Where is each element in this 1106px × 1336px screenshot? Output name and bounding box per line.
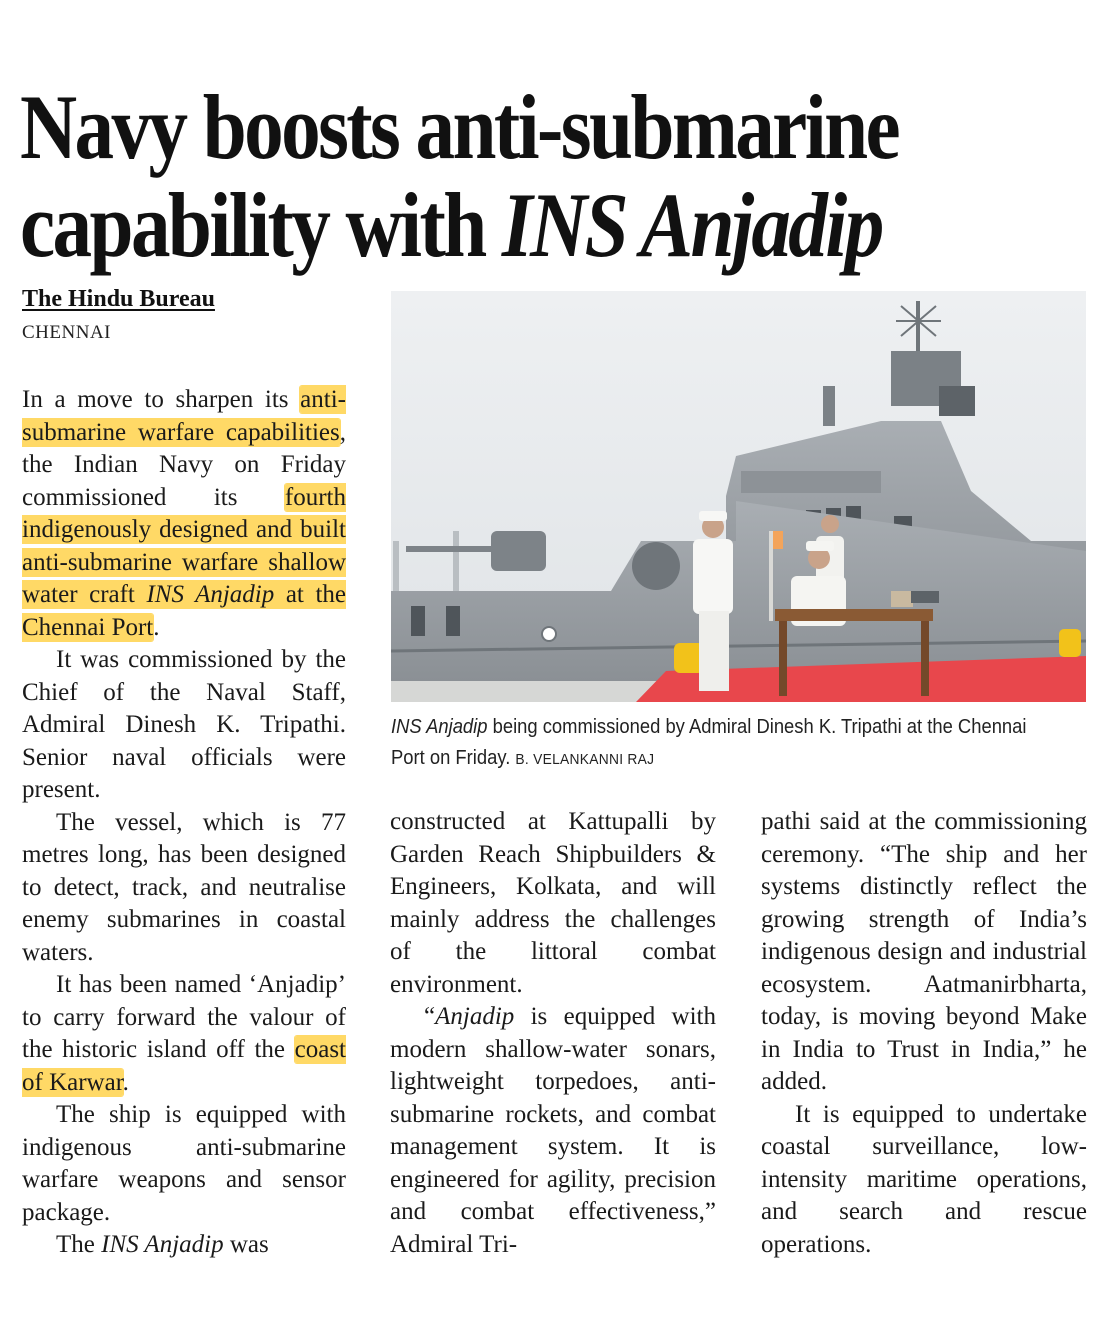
paragraph bbox=[22, 969, 346, 1099]
dateline: CHENNAI bbox=[22, 322, 111, 343]
text: fourth indigenously designed and built anti-submarine warfare shallow water craft bbox=[22, 483, 346, 608]
ship-name: INS Anjadip bbox=[146, 581, 275, 608]
paragraph bbox=[22, 1229, 346, 1262]
byline[interactable]: The Hindu Bureau bbox=[22, 286, 215, 312]
text: . bbox=[153, 613, 160, 641]
headline-line-2 bbox=[20, 173, 949, 276]
headline bbox=[20, 75, 949, 276]
ship-name: Anjadip bbox=[435, 1003, 515, 1030]
caption-text: being commissioned by Admiral Dinesh K. Tripathi at the Chennai Port on Friday. bbox=[391, 716, 1027, 769]
text: is equipped with modern shallow-water sonars, lightweight torpedoes, anti-submarine rockets, and combat management system. It is engineered for agility, precision and combat effectiveness,” Admiral Tri- bbox=[390, 1003, 716, 1258]
paragraph: The ship is equipped with indigenous anti-submarine warfare weapons and sensor package. bbox=[22, 1101, 346, 1226]
caption-ship-name: INS Anjadip bbox=[391, 716, 488, 738]
text: In a move to sharpen its bbox=[22, 386, 301, 413]
text: The bbox=[56, 1231, 102, 1258]
text: was bbox=[223, 1231, 269, 1258]
headline-ship-name: INS Anjadip bbox=[501, 173, 882, 276]
paragraph-lede bbox=[22, 384, 346, 644]
news-photo[interactable] bbox=[391, 291, 1086, 702]
ship-name: INS Anjadip bbox=[101, 1231, 224, 1258]
text: , the Indian Navy on Friday commissioned its bbox=[22, 418, 346, 511]
headline-line-1: Navy boosts anti-submarine bbox=[20, 75, 899, 178]
paragraph-quote bbox=[390, 1001, 716, 1261]
text: . bbox=[122, 1068, 129, 1096]
paragraph: constructed at Kattupalli by Garden Reach Shipbuilders & Engineers, Kolkata, and will mainly address the challenges of the littoral combat environment. bbox=[390, 808, 716, 998]
photo-caption bbox=[391, 712, 1035, 775]
photo-credit: B. VELANKANNI RAJ bbox=[515, 751, 655, 768]
highlight: coast of Karwar bbox=[22, 1036, 346, 1096]
article-column-2 bbox=[390, 806, 716, 1261]
article-column-1 bbox=[22, 384, 346, 1262]
headline-line-2-text: capability with bbox=[20, 173, 502, 276]
text: at the Chennai Port bbox=[22, 581, 346, 641]
article-column-3 bbox=[761, 806, 1087, 1261]
highlight: anti-submarine warfare capabilities bbox=[22, 386, 346, 446]
paragraph: pathi said at the commissioning ceremony. “The ship and her systems distinctly reflect the growing strength of India’s indigenous design and industrial ecosystem. Aatmanirbharta, today, is moving beyond Make in India to Trust in India,” he added. bbox=[761, 808, 1087, 1095]
paragraph: It is equipped to undertake coastal surveillance, low-intensity maritime operations, and search and rescue operations. bbox=[761, 1100, 1087, 1258]
ship-commissioning-photo bbox=[391, 291, 1086, 702]
paragraph: It was commissioned by the Chief of the Naval Staff, Admiral Dinesh K. Tripathi. Senior naval officials were present. bbox=[22, 646, 346, 803]
text: It has been named ‘Anjadip’ to carry forward the valour of the historic island off the bbox=[22, 971, 346, 1063]
paragraph: The vessel, which is 77 metres long, has been designed to detect, track, and neutralise enemy submarines in coastal waters. bbox=[22, 808, 346, 966]
text: “ bbox=[424, 1003, 436, 1030]
